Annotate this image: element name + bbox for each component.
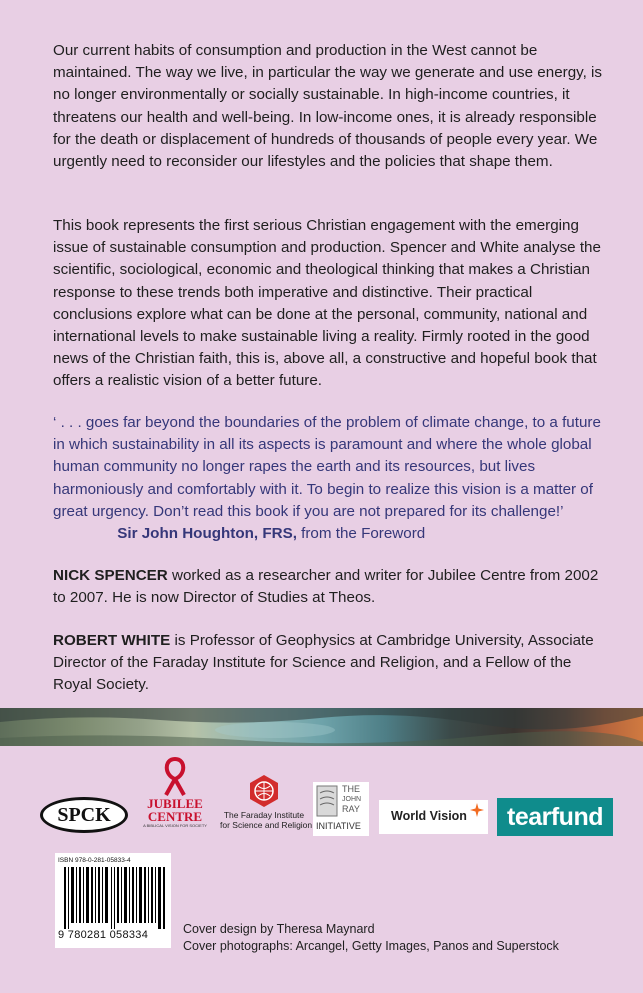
jubilee-ribbon-icon <box>158 757 192 797</box>
world-vision-logo <box>379 800 488 834</box>
cover-credits <box>183 921 559 954</box>
cover-photo-credit: Cover photographs: Arcangel, Getty Images, Panos and Superstock <box>183 938 559 953</box>
blurb-paragraph-1: Our current habits of consumption and production in the West cannot be maintained. The way we live, in particular the way we generate and use energy, is no longer environmentally or socially sustainable. In high-income countries, it threatens our health and well-being. In low-income ones, it is already responsible for the death or displacement of hundreds of thousands of people every year. We urgently need to reconsider our lifestyles and the policies that shape them. <box>53 42 603 171</box>
author-bio-text: is Professor of Geophysics at Cambridge University, Associate Director of the Faraday Institute for Science and Religion, and a Fellow of the Royal Society. <box>53 632 594 694</box>
barcode-digits: 9 780281 058334 <box>58 929 149 941</box>
faraday-line-2: for Science and Religion <box>220 820 313 830</box>
john-ray-book-icon <box>316 785 338 817</box>
spck-logo-text: SPCK <box>57 804 111 826</box>
jubilee-line-2: CENTRE <box>147 809 203 824</box>
world-vision-star-icon <box>470 803 484 817</box>
tearfund-logo <box>497 798 613 836</box>
jubilee-tagline: A BIBLICAL VISION FOR SOCIETY <box>143 823 207 828</box>
cover-design-credit: Cover design by Theresa Maynard <box>183 922 375 936</box>
john-ray-initiative: INITIATIVE <box>316 821 361 831</box>
barcode-box <box>55 853 171 948</box>
blurb-paragraph-2: This book represents the first serious Christian engagement with the emerging issue of sustainable consumption and production. Spencer and White analyse the scientific, sociological, economic and theological thinking that makes a Christian response to these trends both imperative and distinctive. Their practical conclusions explore what can be done at the personal, community, national and international levels to make sustainable living a reality. Firmly rooted in the good news of the Christian faith, this is, above all, a constructive and hopeful book that offers a realistic vision of a better future. <box>53 217 601 390</box>
jubilee-line-1: JUBILEE <box>147 796 203 811</box>
author-bio-robert-white <box>53 630 613 697</box>
faraday-institute-logo <box>220 774 313 838</box>
endorsement-quote <box>53 412 613 545</box>
barcode-icon <box>64 867 166 929</box>
john-ray-the: THE <box>342 784 360 794</box>
author-name: ROBERT WHITE <box>53 632 171 649</box>
author-bio-text: worked as a researcher and writer for Jubilee Centre from 2002 to 2007. He is now Director of Studies at Theos. <box>53 567 599 607</box>
faraday-line-1: The Faraday Institute <box>223 810 305 820</box>
john-ray-ray: RAY <box>342 804 360 814</box>
tearfund-text: tearfund <box>507 803 603 831</box>
isbn-text: ISBN 978-0-281-05833-4 <box>58 857 131 864</box>
john-ray-john: JOHN <box>342 796 362 803</box>
author-name: NICK SPENCER <box>53 567 168 584</box>
publisher-logos <box>0 752 643 842</box>
faraday-globe-icon <box>247 774 281 808</box>
quote-author: Sir John Houghton, FRS, <box>117 525 297 543</box>
quote-text: ‘ . . . goes far beyond the boundaries of the problem of climate change, to a future in which sustainability in all its aspects is paramount and where the whole global human community no longer rapes the earth and its resources, but lives harmoniously and comfortably with it. To begin to realize this vision is a matter of great urgency. Don’t read this book if you are not prepared for its challenge!’ <box>53 414 601 520</box>
landscape-photo-strip <box>0 708 643 746</box>
jubilee-centre-logo <box>140 757 210 841</box>
world-vision-text: World Vision <box>391 809 467 823</box>
spck-logo <box>40 797 128 833</box>
author-bio-nick-spencer <box>53 565 613 609</box>
quote-source: from the Foreword <box>296 525 426 543</box>
john-ray-initiative-logo <box>313 782 369 836</box>
